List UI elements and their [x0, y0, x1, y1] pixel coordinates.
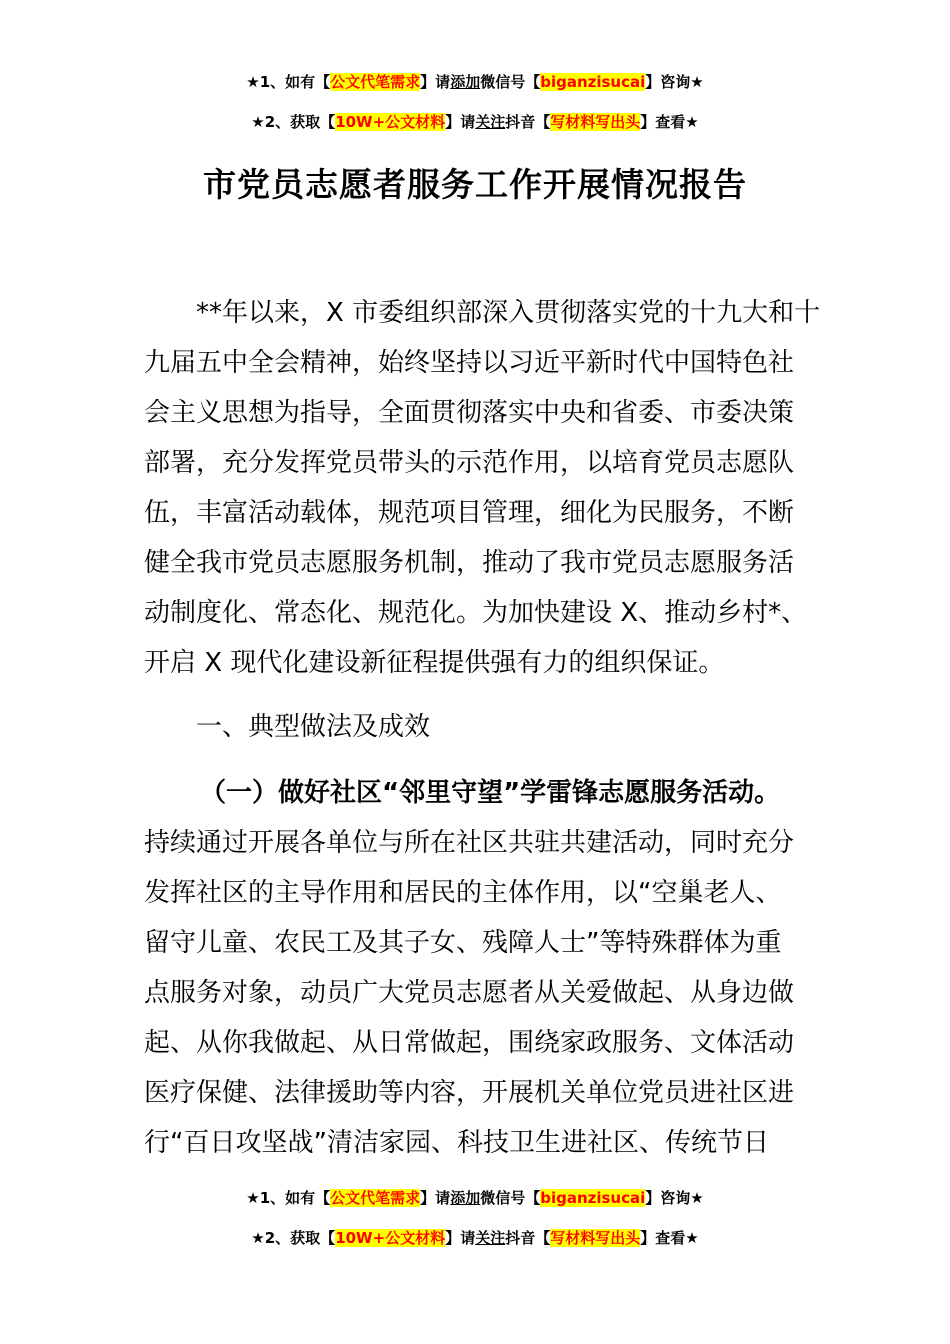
banner-highlight: biganzisucai	[540, 1189, 646, 1207]
banner-underlined: 关注	[475, 1229, 506, 1247]
intro-line: 部署，充分发挥党员带头的示范作用，以培育党员志愿队	[144, 448, 795, 478]
banner-underlined: 添加	[450, 73, 481, 91]
banner-highlight: 公文代笔需求	[330, 1189, 421, 1207]
intro-line: 动制度化、常态化、规范化。为加快建设 X、推动乡村*、	[144, 598, 808, 628]
banner-highlight: 10W+公文材料	[335, 1229, 446, 1247]
intro-line: 健全我市党员志愿服务机制，推动了我市党员志愿服务活	[144, 548, 795, 578]
banner-text: 】咨询★	[645, 73, 704, 91]
top-banner-line-2	[0, 110, 950, 134]
subsection-line: 发挥社区的主导作用和居民的主体作用，以“空巢老人、	[144, 878, 782, 908]
banner-text: 】咨询★	[645, 1189, 704, 1207]
subsection-heading: （一）做好社区“邻里守望”学雷锋志愿服务活动。	[200, 778, 781, 808]
banner-text: 】请	[445, 1229, 476, 1247]
bottom-banner-line-1	[0, 1186, 950, 1210]
intro-line: 会主义思想为指导，全面贯彻落实中央和省委、市委决策	[144, 398, 795, 428]
banner-highlight: 10W+公文材料	[335, 113, 446, 131]
banner-text: 抖音【	[505, 1229, 551, 1247]
banner-highlight: biganzisucai	[540, 73, 646, 91]
banner-highlight: 写材料写出头	[550, 1229, 641, 1247]
banner-text: 】请	[420, 1189, 451, 1207]
subsection-line: 医疗保健、法律援助等内容，开展机关单位党员进社区进	[144, 1078, 795, 1108]
bottom-banner-line-2	[0, 1226, 950, 1250]
banner-highlight: 公文代笔需求	[330, 73, 421, 91]
banner-text: 微信号【	[480, 1189, 541, 1207]
intro-line: 伍，丰富活动载体，规范项目管理，细化为民服务，不断	[144, 498, 795, 528]
banner-highlight: 写材料写出头	[550, 113, 641, 131]
banner-text: 】请	[420, 73, 451, 91]
intro-paragraph	[144, 288, 821, 688]
banner-text: 】查看★	[640, 113, 699, 131]
subsection-line: 持续通过开展各单位与所在社区共驻共建活动，同时充分	[144, 828, 795, 858]
subsection-line: 行“百日攻坚战”清洁家园、科技卫生进社区、传统节日	[144, 1128, 769, 1158]
subsection-line: 留守儿童、农民工及其子女、残障人士”等特殊群体为重	[144, 928, 782, 958]
banner-underlined: 添加	[450, 1189, 481, 1207]
intro-line: 开启 X 现代化建设新征程提供强有力的组织保证。	[144, 648, 725, 678]
banner-text: 抖音【	[505, 113, 551, 131]
top-banner-line-1	[0, 70, 950, 94]
banner-text: 微信号【	[480, 73, 541, 91]
intro-line: 九届五中全会精神，始终坚持以习近平新时代中国特色社	[144, 348, 795, 378]
banner-text: ★2、获取【	[251, 1229, 336, 1247]
banner-text: ★1、如有【	[246, 73, 331, 91]
document-title: 市党员志愿者服务工作开展情况报告	[203, 165, 747, 204]
intro-line: **年以来，X 市委组织部深入贯彻落实党的十九大和十	[196, 298, 821, 328]
banner-text: ★2、获取【	[251, 113, 336, 131]
subsection-1	[144, 768, 808, 1168]
banner-text: 】请	[445, 113, 476, 131]
subsection-line: 点服务对象，动员广大党员志愿者从关爱做起、从身边做	[144, 978, 795, 1008]
banner-text: 】查看★	[640, 1229, 699, 1247]
subsection-line: 起、从你我做起、从日常做起，围绕家政服务、文体活动	[144, 1028, 795, 1058]
banner-text: ★1、如有【	[246, 1189, 331, 1207]
banner-underlined: 关注	[475, 113, 506, 131]
section-heading: 一、典型做法及成效	[196, 712, 431, 742]
